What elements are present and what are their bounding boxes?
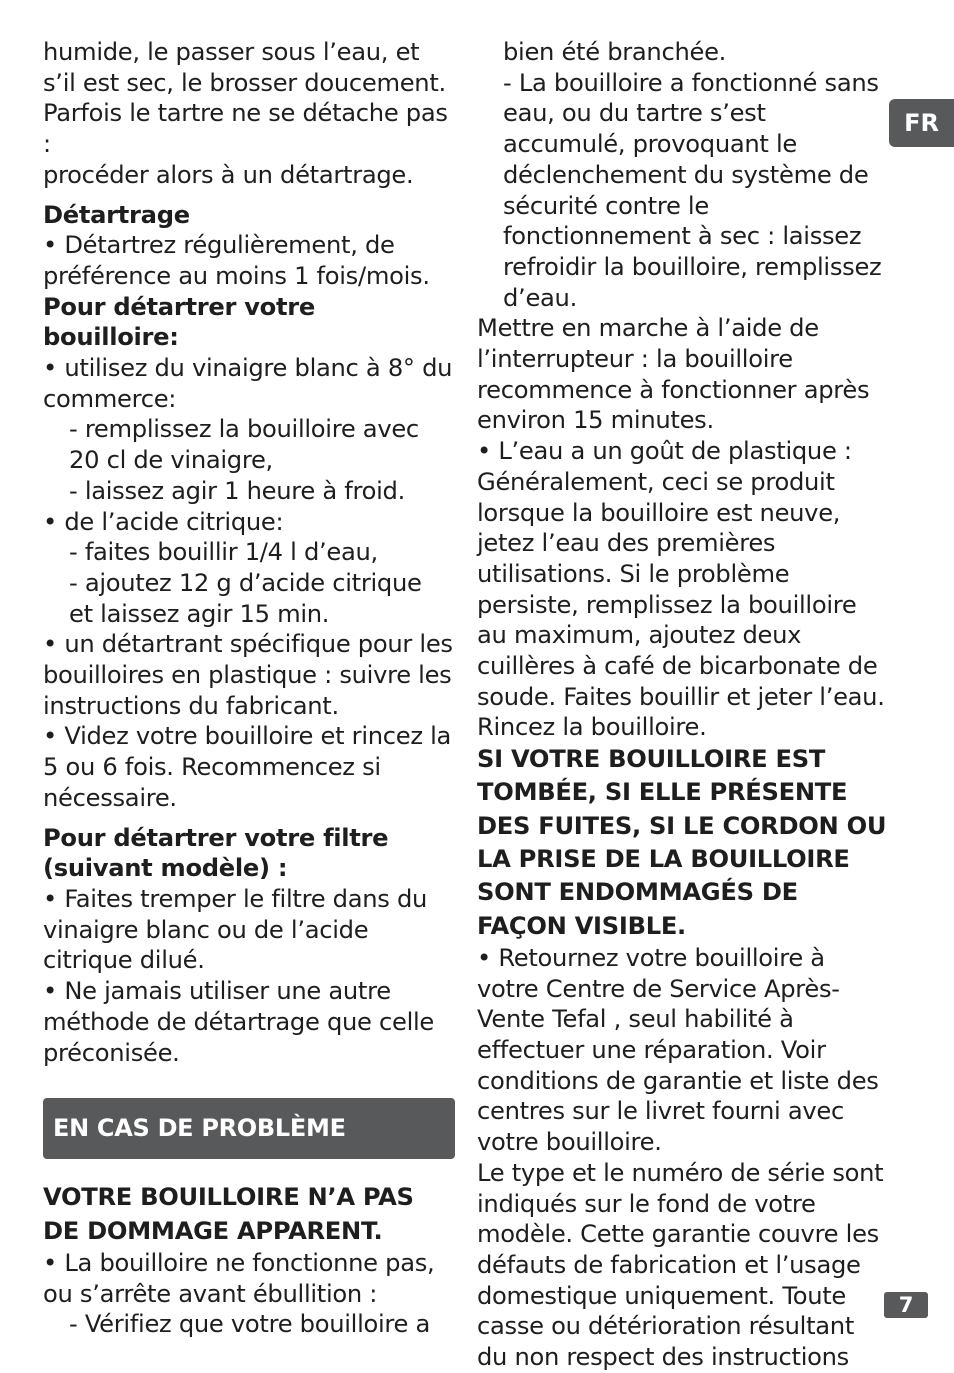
citrique-bullet: • de l’acide citrique: [43,507,284,536]
methode-bullet: • Ne jamais utiliser une autre méthode de détartrage que celle préconisée. [43,977,435,1067]
filtre-heading: Pour détartrer votre filtre (suivant modèle) : [43,823,389,883]
vinaigre-bullet: • utilisez du vinaigre blanc à 8° du commerce: [43,354,453,413]
citrique-dash-2: - ajoutez 12 g d’acide citrique [69,568,422,597]
citrique-dash-2-cont: et laissez agir 15 min. [69,599,330,628]
fonctionne-bullet: • La bouilloire ne fonctionne pas, ou s’arrête avant ébullition : [43,1248,435,1308]
no-damage-heading: VOTRE BOUILLOIRE N’A PAS DE DOMMAGE APPARENT. [43,1183,414,1245]
filtre-bullet: • Faites tremper le filtre dans du vinaigre blanc ou de l’acide citrique dilué. [43,884,428,975]
intro-line-3: Parfois le tartre ne se détache pas : [43,99,448,159]
garantie-paragraph: Le type et le numéro de série sont indiqués sur le fond de votre modèle. Cette garantie couvre les défauts de fabrication et l’usage domestique uniquement. Toute casse ou détérioration résultant du non respect des instructions [477,1158,884,1372]
detartrage-heading: Détartrage [43,200,190,229]
videz-bullet: • Videz votre bouilloire et rincez la 5 ou 6 fois. Recommencez si nécessaire. [43,722,452,812]
specifique-bullet: • un détartrant spécifique pour les bouilloires en plastique : suivre les instructions du fabricant. [43,630,453,720]
intro-line-1: humide, le passer sous l’eau, et [43,38,420,66]
section-bar-probleme: EN CAS DE PROBLÈME [43,1098,455,1159]
left-column [43,37,455,1340]
right-column [477,37,889,1373]
retournez-bullet: • Retournez votre bouilloire à votre Centre de Service Après-Vente Tefal , seul habilité à effectuer une réparation. Voir conditions de garantie et liste des centres sur le livret fourni avec votre bouilloire. [477,943,879,1157]
vinaigre-dash-1: - remplissez la bouilloire avec 20 cl de vinaigre, [69,415,419,475]
damage-heading: SI VOTRE BOUILLOIRE EST TOMBÉE, SI ELLE PRÉSENTE DES FUITES, SI LE CORDON OU LA PRISE DE LA BOUILLOIRE SONT ENDOMMAGÉS DE FAÇON VISIBLE. [477,745,887,940]
detartrage-bullet: • Détartrez régulièrement, de préférence au moins 1 fois/mois. [43,231,430,290]
intro-line-2: s’il est sec, le brosser doucement. [43,68,446,97]
bouilloire-heading: Pour détartrer votre bouilloire: [43,292,315,352]
citrique-dash-1: - faites bouillir 1/4 l d’eau, [69,538,378,567]
language-tab: FR [889,99,954,147]
sans-eau-dash: - La bouilloire a fonctionné sans eau, ou du tartre s’est accumulé, provoquant le déclenchement du système de sécurité contre le fonctionnement à sec : laissez refroidir la bouilloire, remplissez d’eau. [503,68,882,312]
verifiez-dash: - Vérifiez que votre bouilloire a [69,1310,431,1339]
vinaigre-dash-2: - laissez agir 1 heure à froid. [69,476,405,505]
plastique-bullet: • L’eau a un goût de plastique : Généralement, ceci se produit lorsque la bouilloire est neuve, jetez l’eau des premières utilisations. Si le problème persiste, remplissez la bouilloire au maximum, ajoutez deux cuillères à café de bicarbonate de soude. Faites bouillir et jeter l’eau. Rincez la bouilloire. [477,437,885,742]
intro-line-4: procéder alors à un détartrage. [43,160,414,189]
page-number: 7 [884,1292,928,1318]
branchee-line: bien été branchée. [503,38,727,66]
remettre-paragraph: Mettre en marche à l’aide de l’interrupteur : la bouilloire recommence à fonctionner après environ 15 minutes. [477,314,870,435]
